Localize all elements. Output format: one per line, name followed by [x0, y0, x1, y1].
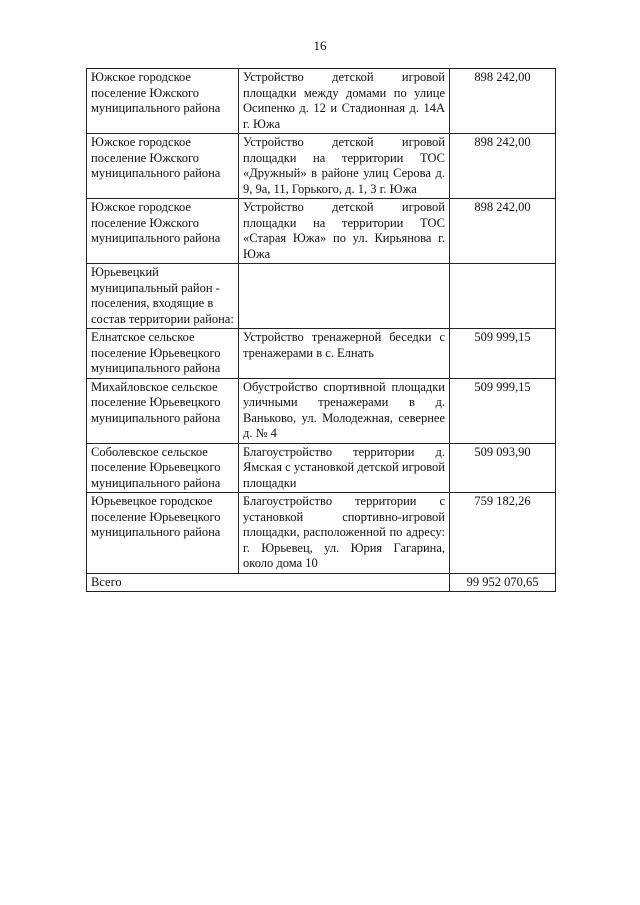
- table-row: [87, 443, 556, 493]
- amount-cell: 759 182,26: [450, 493, 556, 574]
- total-amount: 99 952 070,65: [450, 573, 556, 592]
- table-row: [87, 493, 556, 574]
- amount-cell: 898 242,00: [450, 199, 556, 264]
- table-row: [87, 199, 556, 264]
- table-row: [87, 329, 556, 379]
- amount-cell: 898 242,00: [450, 69, 556, 134]
- amount-cell: 898 242,00: [450, 134, 556, 199]
- table-row: [87, 264, 556, 329]
- recipient-cell: Соболевское сельское поселение Юрьевецкого муниципального района: [87, 443, 239, 493]
- recipient-cell: Юрьевецкий муниципальный район - поселения, входящие в состав территории района:: [87, 264, 239, 329]
- recipient-cell: Юрьевецкое городское поселение Юрьевецкого муниципального района: [87, 493, 239, 574]
- work-cell: Устройство детской игровой площадки на территории ТОС «Дружный» в районе улиц Серова д. 9, 9а, 11, Горького, д. 1, 3 г. Южа: [239, 134, 450, 199]
- amount-cell: 509 999,15: [450, 378, 556, 443]
- work-cell: Благоустройство территории с установкой спортивно-игровой площадки, расположенной по адресу: г. Юрьевец, ул. Юрия Гагарина, около дома 10: [239, 493, 450, 574]
- work-cell: Устройство детской игровой площадки на территории ТОС «Старая Южа» по ул. Кирьянова г. Южа: [239, 199, 450, 264]
- work-cell: Устройство тренажерной беседки с тренажерами в с. Елнать: [239, 329, 450, 379]
- work-cell: [239, 264, 450, 329]
- recipient-cell: Южское городское поселение Южского муниципального района: [87, 134, 239, 199]
- recipient-cell: Михайловское сельское поселение Юрьевецкого муниципального района: [87, 378, 239, 443]
- amount-cell: [450, 264, 556, 329]
- total-label: Всего: [87, 573, 450, 592]
- table-row: [87, 378, 556, 443]
- total-row: [87, 573, 556, 592]
- work-cell: Обустройство спортивной площадки уличными тренажерами в д. Ваньково, ул. Молодежная, севернее д. № 4: [239, 378, 450, 443]
- recipient-cell: Южское городское поселение Южского муниципального района: [87, 69, 239, 134]
- table-row: [87, 134, 556, 199]
- page-number: 16: [313, 38, 327, 53]
- amount-cell: 509 999,15: [450, 329, 556, 379]
- recipient-cell: Южское городское поселение Южского муниципального района: [87, 199, 239, 264]
- table-row: [87, 69, 556, 134]
- recipient-cell: Елнатское сельское поселение Юрьевецкого муниципального района: [87, 329, 239, 379]
- work-cell: Устройство детской игровой площадки между домами по улице Осипенко д. 12 и Стадионная д. 14А г. Южа: [239, 69, 450, 134]
- amount-cell: 509 093,90: [450, 443, 556, 493]
- funding-table: [86, 68, 556, 592]
- work-cell: Благоустройство территории д. Ямская с установкой детской игровой площадки: [239, 443, 450, 493]
